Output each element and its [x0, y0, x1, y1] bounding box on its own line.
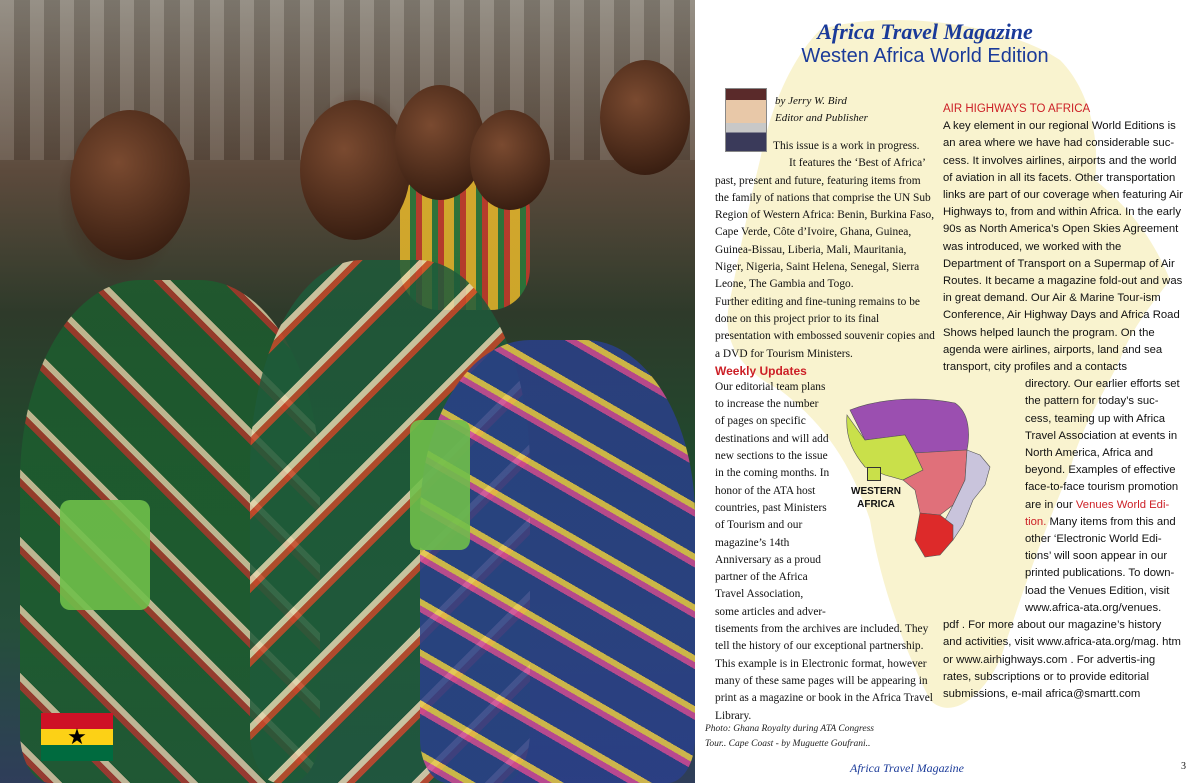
weekly-updates-continued: tisements from the archives are included. They tell the history of our exceptional partnership. This example is in Electronic format, however many of these same pages will be appearing in print as a magazine or book in the Africa Travel Library.: [715, 623, 933, 722]
venues-edition-link[interactable]: Venues World Edi-tion.: [1025, 498, 1170, 528]
air-highways-heading: AIR HIGHWAYS TO AFRICA: [943, 103, 1091, 115]
intro-body: past, present and future, featuring items from the family of nations that comprise the UN Sub Region of Western Africa: Benin, Burkina Faso, Cape Verde, Côte d’Ivoire, Ghana, Guinea, Guinea-Bissau, Liberia, Mali, Mauritania, Niger, Nigeria, Saint Helena, Senegal, Sierra Leone, The Gambia and Togo.: [715, 174, 935, 291]
edition-title: Westen Africa World Edition: [801, 45, 1049, 67]
byline: [775, 93, 868, 127]
blue-robe-right: [420, 340, 695, 783]
weekly-updates-heading: Weekly Updates: [715, 363, 807, 378]
page-number: 3: [1181, 761, 1186, 772]
author-role: Editor and Publisher: [775, 112, 868, 124]
air-highways-body-2: directory. Our earlier efforts set the pattern for today’s suc-cess, teaming up with Africa Travel Association at events in North America, Africa and beyond. Examples of effective face-to-face tourism promotion are in our Venues World Edi-tion. Many items from this and other ‘Electronic World Edi-tions’ will soon appear in our printed publications. To down-load the Venues Edition, visit www.africa-ata.org/venues.: [1025, 378, 1180, 614]
weekly-updates-text: Our editorial team plans to increase the number of pages on specific destinations and will add new sections to the issue in the coming months. In honor of the ATA host countries, past Ministers of Tourism and our magazine’s 14th Anniversary as a proud partner of the Africa Travel Association, some articles and adver-: [715, 380, 830, 618]
magazine-title: Africa Travel Magazine: [817, 19, 1033, 44]
chief-head: [600, 60, 690, 175]
chief-head: [70, 110, 190, 260]
air-highways-body-3: pdf . For more about our magazine’s history and activities, visit www.africa-ata.org/mag. htm or www.airhighways.com . For advertis-ing rates, subscriptions or to provide editorial submissions, e-mail africa@smartt.com: [943, 619, 1181, 700]
intro-line-1: This issue is a work in progress.: [773, 140, 920, 152]
photo-caption: Photo: Ghana Royalty during ATA Congress Tour.. Cape Coast - by Muguette Goufrani..: [705, 724, 874, 749]
black-star-icon: ★: [67, 724, 87, 749]
map-legend-label: WESTERN AFRICA: [851, 486, 901, 510]
chief-head: [300, 100, 410, 240]
author-name: by Jerry W. Bird: [775, 95, 847, 107]
ghana-flag-icon: [41, 713, 113, 761]
footer-magazine-name: Africa Travel Magazine: [850, 761, 964, 775]
green-chair: [60, 500, 150, 610]
green-chair: [410, 420, 470, 550]
chief-head: [470, 110, 550, 210]
air-highways-body: A key element in our regional World Editions is an area where we have had considerable suc-cess. It involves airlines, airports and the world of aviation in all its facets. Other transportation links are part of our coverage when featuring Air Highways to, from and within Africa. In the early 90s as North America’s Open Skies Agreement was introduced, we worked with the Department of Transport on a Supermap of Air Routes. It became a magazine fold-out and was in great demand. Our Air & Marine Tour-ism Conference, Air Highway Days and Africa Road Shows helped launch the program. On the agenda were airlines, airports, land and sea transport, city profiles and a contacts: [943, 120, 1183, 374]
map-legend-swatch: [867, 467, 881, 481]
intro-line-2: It features the ‘Best of Africa’: [789, 157, 926, 170]
intro-body-2: Further editing and fine-tuning remains to be done on this project prior to its final presentation with embossed souvenir copies and a DVD for Tourism Ministers.: [715, 295, 935, 360]
magazine-masthead: [760, 20, 1090, 68]
